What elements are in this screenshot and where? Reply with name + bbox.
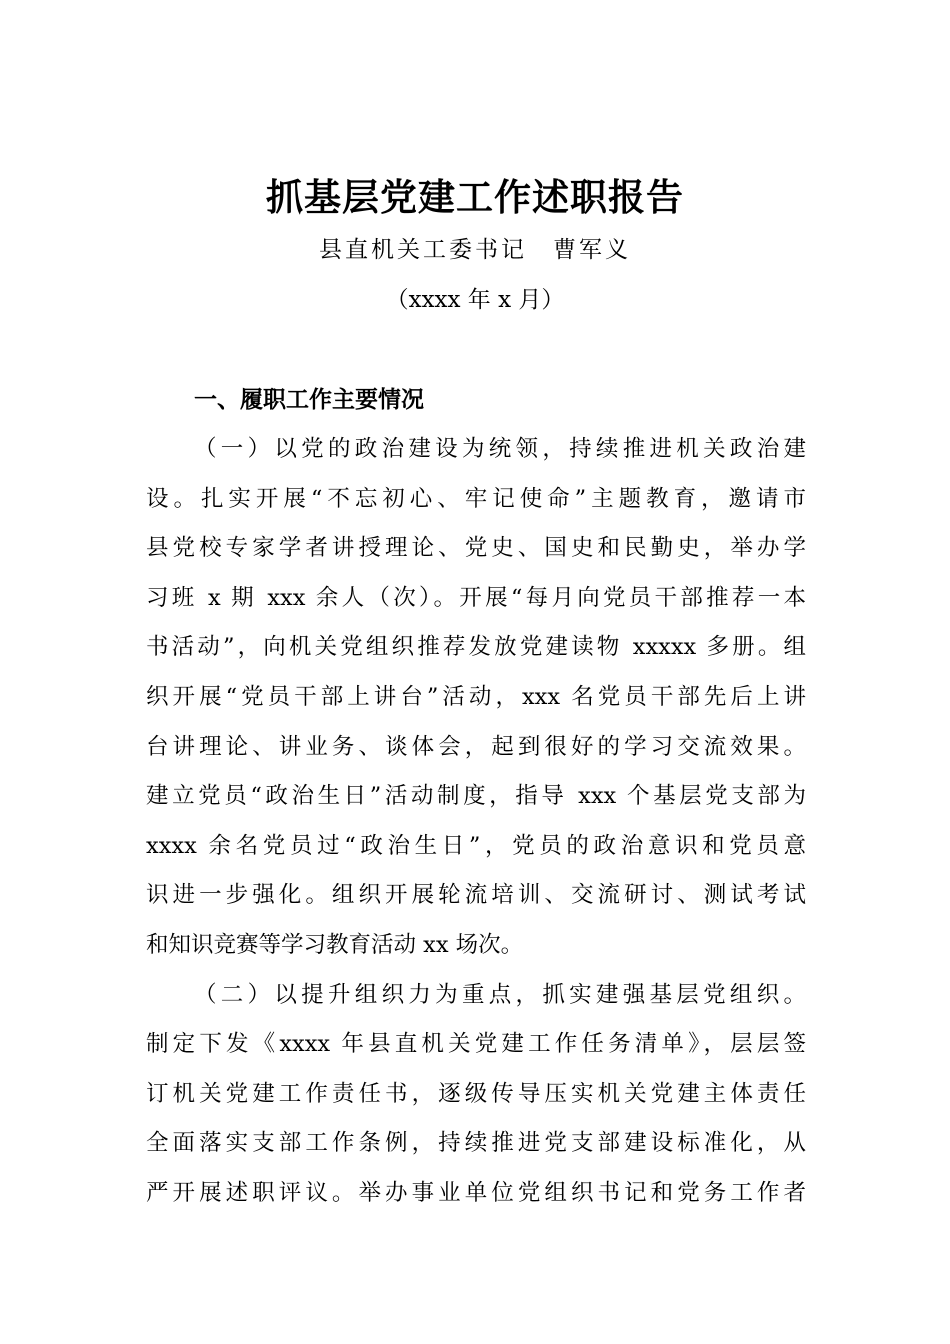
paragraph-1 <box>146 425 806 971</box>
paragraph-line: 和知识竞赛等学习教育活动 xx 场次。 <box>146 931 524 958</box>
paragraph-line: （二）以提升组织力为重点，抓实建强基层党组织。 <box>194 981 806 1008</box>
paragraph-line: 制定下发《xxxx 年县直机关党建工作任务清单》，层层签 <box>146 1031 806 1058</box>
document-author: 县直机关工委书记 曹军义 <box>319 237 631 263</box>
paragraph-2 <box>146 971 806 1219</box>
paragraph-line: 全面落实支部工作条例，持续推进党支部建设标准化，从 <box>146 1130 806 1157</box>
paragraph-line: （一）以党的政治建设为统领，持续推进机关政治建 <box>194 436 806 462</box>
section-heading: 一、履职工作主要情况 <box>194 387 424 413</box>
paragraph-line: 台讲理论、讲业务、谈体会，起到很好的学习交流效果。 <box>146 733 806 760</box>
paragraph-line: 习班 x 期 xxx 余人（次）。开展“每月向党员干部推荐一本 <box>146 584 806 611</box>
paragraph-line: 识进一步强化。组织开展轮流培训、交流研讨、测试考试 <box>146 882 806 909</box>
document-body <box>146 376 806 1219</box>
paragraph-line: 设。扎实开展“不忘初心、牢记使命”主题教育，邀请市 <box>146 485 806 512</box>
paragraph-line: xxxx 余名党员过“政治生日”，党员的政治意识和党员意 <box>146 832 806 859</box>
paragraph-line: 建立党员“政治生日”活动制度，指导 xxx 个基层党支部为 <box>146 783 806 810</box>
paragraph-line: 订机关党建工作责任书，逐级传导压实机关党建主体责任 <box>146 1080 806 1107</box>
paragraph-line: 书活动”，向机关党组织推荐发放党建读物 xxxxx 多册。组 <box>146 634 806 661</box>
document-title: 抓基层党建工作述职报告 <box>266 176 684 219</box>
paragraph-line: 严开展述职评议。举办事业单位党组织书记和党务工作者 <box>146 1179 806 1206</box>
paragraph-line: 织开展“党员干部上讲台”活动，xxx 名党员干部先后上讲 <box>146 683 806 710</box>
document-date: （xxxx 年 x 月） <box>385 287 565 313</box>
paragraph-line: 县党校专家学者讲授理论、党史、国史和民勤史，举办学 <box>146 535 806 562</box>
